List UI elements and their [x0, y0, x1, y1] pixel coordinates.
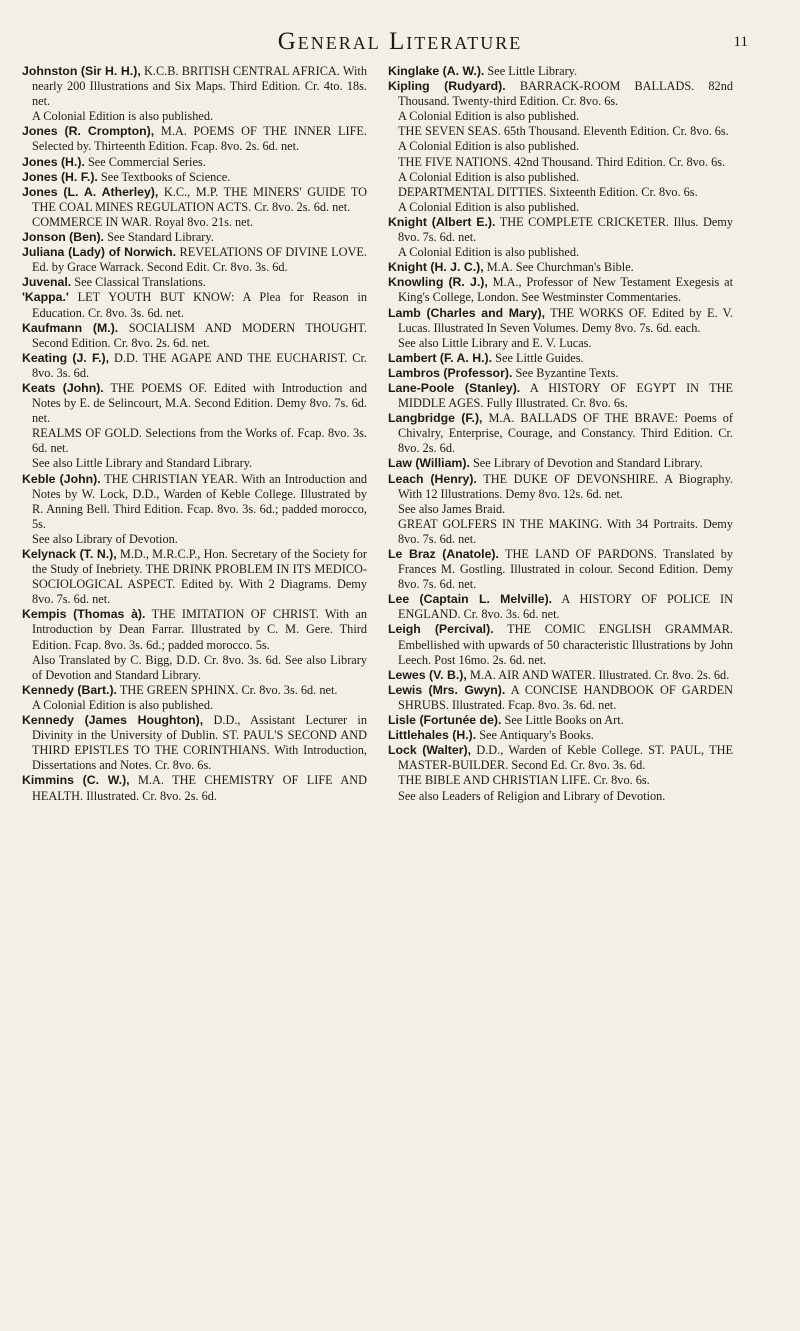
author-name: Jones (H. F.). — [22, 169, 98, 184]
catalogue-entry — [388, 622, 733, 667]
entry-text: DEPARTMENTAL DITTIES. Sixteenth Edition. Cr. 8vo. 6s. — [398, 184, 698, 199]
catalogue-entry — [388, 306, 733, 336]
note-text: A Colonial Edition is also published. — [398, 199, 580, 214]
entry-text: K.C.B. BRITISH CENTRAL AFRICA. With nearly 200 Illustrations and Six Maps. Third Edition. Cr. 4to. 18s. net. — [32, 64, 367, 109]
entry-note — [388, 789, 733, 804]
entry-text: D.D. THE AGAPE AND THE EUCHARIST. Cr. 8vo. 3s. 6d. — [32, 350, 367, 380]
author-name: Jones (H.). — [22, 154, 85, 169]
entry-note — [388, 170, 733, 185]
catalogue-entry — [22, 713, 367, 773]
author-name: Lewis (Mrs. Gwyn). — [388, 682, 506, 697]
catalogue-entry — [22, 426, 367, 456]
entry-text: M.D., M.R.C.P., Hon. Secretary of the Society for the Study of Inebriety. THE DRINK PROBLEM IN ITS MEDICO-SOCIOLOGICAL ASPECT. Edited by. With 2 Diagrams. Demy 8vo. 7s. 6d. net. — [32, 547, 367, 607]
author-name: Johnston (Sir H. H.), — [22, 64, 141, 78]
entry-text: THE SEVEN SEAS. 65th Thousand. Eleventh Edition. Cr. 8vo. 6s. — [398, 124, 729, 139]
author-name: Lisle (Fortunée de). — [388, 713, 502, 728]
author-name: Keble (John). — [22, 471, 101, 486]
author-name: Kaufmann (M.). — [22, 320, 119, 335]
catalogue-entry — [388, 668, 733, 683]
note-text: See also James Braid. — [398, 501, 506, 516]
entry-note — [388, 139, 733, 154]
catalogue-entry — [388, 773, 733, 788]
catalogue-entry — [388, 275, 733, 305]
catalogue-entry — [388, 713, 733, 728]
catalogue-entry — [388, 124, 733, 139]
entry-text: REALMS OF GOLD. Selections from the Works of. Fcap. 8vo. 3s. 6d. net. — [32, 426, 367, 456]
author-name: Le Braz (Anatole). — [388, 547, 499, 561]
entry-text: K.C., M.P. THE MINERS' GUIDE TO THE COAL MINES REGULATION ACTS. Cr. 8vo. 2s. 6d. net. — [32, 184, 367, 214]
entry-note — [388, 336, 733, 351]
page-header — [60, 28, 748, 56]
author-name: Lambros (Professor). — [388, 365, 513, 380]
entry-note — [22, 653, 367, 683]
entry-text: COMMERCE IN WAR. Royal 8vo. 21s. net. — [32, 214, 254, 229]
author-name: Jones (R. Crompton), — [22, 124, 155, 139]
author-name: Kimmins (C. W.), — [22, 773, 130, 788]
entry-text: THE CHRISTIAN YEAR. With an Introduction and Notes by W. Lock, D.D., Warden of Keble College. Illustrated by R. Anning Bell. Third Edition. Fcap. 8vo. 3s. 6d.; padded morocco, 5s. — [32, 471, 367, 531]
author-name: Leigh (Percival). — [388, 622, 494, 637]
entry-text: THE FIVE NATIONS. 42nd Thousand. Third Edition. Cr. 8vo. 6s. — [398, 154, 726, 169]
entry-text: THE LAND OF PARDONS. Translated by Frances M. Gostling. Illustrated in colour. Second Edition. Demy 8vo. 7s. 6d. net. — [398, 547, 734, 592]
author-name: Lambert (F. A. H.). — [388, 350, 493, 365]
entry-note — [22, 109, 367, 124]
entry-text: THE COMPLETE CRICKETER. Illus. Demy 8vo. 7s. 6d. net. — [398, 214, 734, 245]
entry-text: A CONCISE HANDBOOK OF GARDEN SHRUBS. Illustrated. Fcap. 8vo. 3s. 6d. net. — [398, 682, 733, 712]
note-text: A Colonial Edition is also published. — [398, 245, 580, 260]
entry-text: See Classical Translations. — [74, 275, 206, 290]
catalogue-entry — [388, 366, 733, 381]
author-name: 'Kappa.' — [22, 290, 69, 305]
entry-text: M.A. BALLADS OF THE BRAVE: Poems of Chivalry, Enterprise, Courage, and Constancy. Third Edition. Cr. 8vo. 2s. 6d. — [398, 411, 733, 456]
author-name: Jonson (Ben). — [22, 230, 104, 245]
entry-text: THE DUKE OF DEVONSHIRE. A Biography. With 12 Illustrations. Demy 8vo. 12s. 6d. net. — [398, 471, 733, 501]
author-name: Lamb (Charles and Mary), — [388, 305, 546, 320]
entry-text: SOCIALISM AND MODERN THOUGHT. Second Edition. Cr. 8vo. 2s. 6d. net. — [32, 320, 367, 350]
catalogue-entry — [22, 472, 367, 532]
author-name: Kempis (Thomas à). — [22, 607, 146, 622]
catalogue-entry — [22, 64, 367, 109]
catalogue-entry — [22, 185, 367, 215]
catalogue-entry — [22, 230, 367, 245]
catalogue-entry — [388, 456, 733, 471]
author-name: Littlehales (H.). — [388, 728, 477, 743]
entry-text: M.A. POEMS OF THE INNER LIFE. Selected by. Thirteenth Edition. Fcap. 8vo. 2s. 6d. net. — [32, 124, 367, 154]
entry-text: THE GREEN SPHINX. Cr. 8vo. 3s. 6d. net. — [119, 682, 338, 697]
note-text: A Colonial Edition is also published. — [398, 139, 580, 154]
entry-text: M.A., Professor of New Testament Exegesis at King's College, London. See Westminster Commentaries. — [398, 275, 733, 305]
entry-text: BARRACK-ROOM BALLADS. 82nd Thousand. Twenty-third Edition. Cr. 8vo. 6s. — [398, 79, 733, 109]
catalogue-entry — [22, 321, 367, 351]
author-name: Jones (L. A. Atherley), — [22, 184, 159, 199]
catalogue-entry — [388, 215, 733, 245]
entry-text: A HISTORY OF EGYPT IN THE MIDDLE AGES. Fully Illustrated. Cr. 8vo. 6s. — [398, 380, 733, 411]
catalogue-entry — [22, 547, 367, 607]
entry-text: D.D., Warden of Keble College. ST. PAUL, THE MASTER-BUILDER. Second Ed. Cr. 8vo. 3s. 6d. — [398, 743, 733, 773]
entry-note — [388, 200, 733, 215]
running-title: General Literature — [277, 28, 523, 55]
entry-text: THE BIBLE AND CHRISTIAN LIFE. Cr. 8vo. 6s. — [398, 773, 650, 788]
catalogue-entry — [388, 260, 733, 275]
entry-text: See Byzantine Texts. — [515, 365, 619, 380]
catalogue-entry — [22, 381, 367, 426]
entry-note — [22, 456, 367, 471]
entry-note — [22, 532, 367, 547]
entry-text: See Little Library. — [487, 64, 578, 78]
catalogue-entry — [388, 683, 733, 713]
entry-note — [388, 245, 733, 260]
catalogue-entry — [388, 64, 733, 79]
author-name: Juliana (Lady) of Norwich. — [22, 245, 177, 260]
author-name: Lock (Walter), — [388, 743, 472, 758]
entry-note — [22, 698, 367, 713]
author-name: Keats (John). — [22, 380, 104, 395]
author-name: Kipling (Rudyard). — [388, 79, 506, 94]
catalogue-entry — [388, 547, 733, 592]
note-text: See also Library of Devotion. — [32, 531, 178, 546]
catalogue-entry — [22, 607, 367, 652]
catalogue-entry — [22, 155, 367, 170]
note-text: See also Little Library and Standard Library. — [32, 456, 253, 471]
catalogue-entry — [22, 773, 367, 803]
catalogue-entry — [22, 351, 367, 381]
catalogue-entry — [388, 185, 733, 200]
catalogue-entry — [388, 155, 733, 170]
note-text: See also Little Library and E. V. Lucas. — [398, 335, 592, 350]
author-name: Kelynack (T. N.), — [22, 547, 117, 561]
entry-text: See Antiquary's Books. — [479, 728, 594, 743]
author-name: Langbridge (F.), — [388, 411, 483, 426]
right-column — [388, 64, 733, 804]
author-name: Leach (Henry). — [388, 471, 477, 486]
catalogue-entry — [22, 275, 367, 290]
catalogue-entry — [22, 245, 367, 275]
author-name: Lee (Captain L. Melville). — [388, 592, 553, 607]
entry-text: See Little Guides. — [495, 350, 584, 365]
catalogue-entry — [388, 517, 733, 547]
author-name: Kennedy (Bart.). — [22, 682, 117, 697]
catalogue-entry — [388, 728, 733, 743]
author-name: Law (William). — [388, 456, 470, 471]
note-text: A Colonial Edition is also published. — [32, 697, 214, 712]
page-number: 11 — [733, 34, 748, 50]
author-name: Kennedy (James Houghton), — [22, 713, 204, 728]
catalogue-entry — [22, 683, 367, 698]
entry-text: A HISTORY OF POLICE IN ENGLAND. Cr. 8vo. 3s. 6d. net. — [398, 592, 733, 622]
catalogue-entry — [388, 381, 733, 411]
catalogue-entry — [22, 215, 367, 230]
entry-text: See Textbooks of Science. — [100, 169, 231, 184]
entry-note — [388, 502, 733, 517]
author-name: Juvenal. — [22, 275, 72, 290]
entry-note — [388, 109, 733, 124]
left-column — [22, 64, 367, 804]
entry-text: See Standard Library. — [107, 230, 214, 245]
catalogue-entry — [22, 170, 367, 185]
author-name: Knight (Albert E.). — [388, 214, 496, 229]
author-name: Knight (H. J. C.), — [388, 260, 484, 275]
catalogue-entry — [388, 351, 733, 366]
entry-text: THE COMIC ENGLISH GRAMMAR. Embellished with upwards of 50 characteristic Illustrations by John Leech. Post 16mo. 2s. 6d. net. — [398, 622, 733, 667]
author-name: Lewes (V. B.), — [388, 667, 467, 682]
entry-text: GREAT GOLFERS IN THE MAKING. With 34 Portraits. Demy 8vo. 7s. 6d. net. — [398, 516, 733, 546]
author-name: Kinglake (A. W.). — [388, 64, 485, 78]
entry-text: M.A. THE CHEMISTRY OF LIFE AND HEALTH. Illustrated. Cr. 8vo. 2s. 6d. — [32, 773, 368, 803]
entry-text: See Little Books on Art. — [504, 713, 624, 728]
catalogue-entry — [22, 290, 367, 320]
author-name: Knowling (R. J.), — [388, 275, 488, 290]
entry-text: See Commercial Series. — [87, 154, 206, 169]
note-text: A Colonial Edition is also published. — [398, 109, 580, 124]
entry-text: M.A. AIR AND WATER. Illustrated. Cr. 8vo. 2s. 6d. — [469, 667, 730, 682]
entry-text: LET YOUTH BUT KNOW: A Plea for Reason in Education. Cr. 8vo. 3s. 6d. net. — [32, 290, 367, 320]
catalogue-entry — [388, 743, 733, 773]
entry-text: THE WORKS OF. Edited by E. V. Lucas. Illustrated In Seven Volumes. Demy 8vo. 7s. 6d. each. — [398, 305, 733, 335]
entry-text: M.A. See Churchman's Bible. — [486, 260, 634, 275]
note-text: See also Leaders of Religion and Library of Devotion. — [398, 788, 666, 803]
catalogue-entry — [388, 592, 733, 622]
catalogue-entry — [388, 411, 733, 456]
entry-text: THE IMITATION OF CHRIST. With an Introduction by Dean Farrar. Illustrated by C. M. Gere. Third Edition. Fcap. 8vo. 3s. 6d.; padded morocco. 5s. — [32, 607, 367, 652]
catalogue-entry — [388, 79, 733, 109]
entry-text: D.D., Assistant Lecturer in Divinity in the University of Dublin. ST. PAUL'S SECOND AND THIRD EPISTLES TO THE CORINTHIANS. With Introduction, Dissertations and Notes. Cr. 8vo. 6s. — [32, 713, 367, 773]
note-text: Also Translated by C. Bigg, D.D. Cr. 8vo. 3s. 6d. See also Library of Devotion and Standard Library. — [32, 652, 367, 682]
note-text: A Colonial Edition is also published. — [32, 109, 214, 124]
author-name: Keating (J. F.), — [22, 350, 110, 365]
entry-text: See Library of Devotion and Standard Library. — [472, 456, 703, 471]
catalogue-entry — [22, 124, 367, 154]
author-name: Lane-Poole (Stanley). — [388, 380, 521, 395]
entry-text: THE POEMS OF. Edited with Introduction and Notes by E. de Selincourt, M.A. Second Edition. Demy 8vo. 7s. 6d. net. — [32, 380, 368, 426]
note-text: A Colonial Edition is also published. — [398, 169, 580, 184]
catalogue-entry — [388, 472, 733, 502]
entry-text: REVELATIONS OF DIVINE LOVE. Ed. by Grace Warrack. Second Edit. Cr. 8vo. 3s. 6d. — [32, 245, 368, 275]
